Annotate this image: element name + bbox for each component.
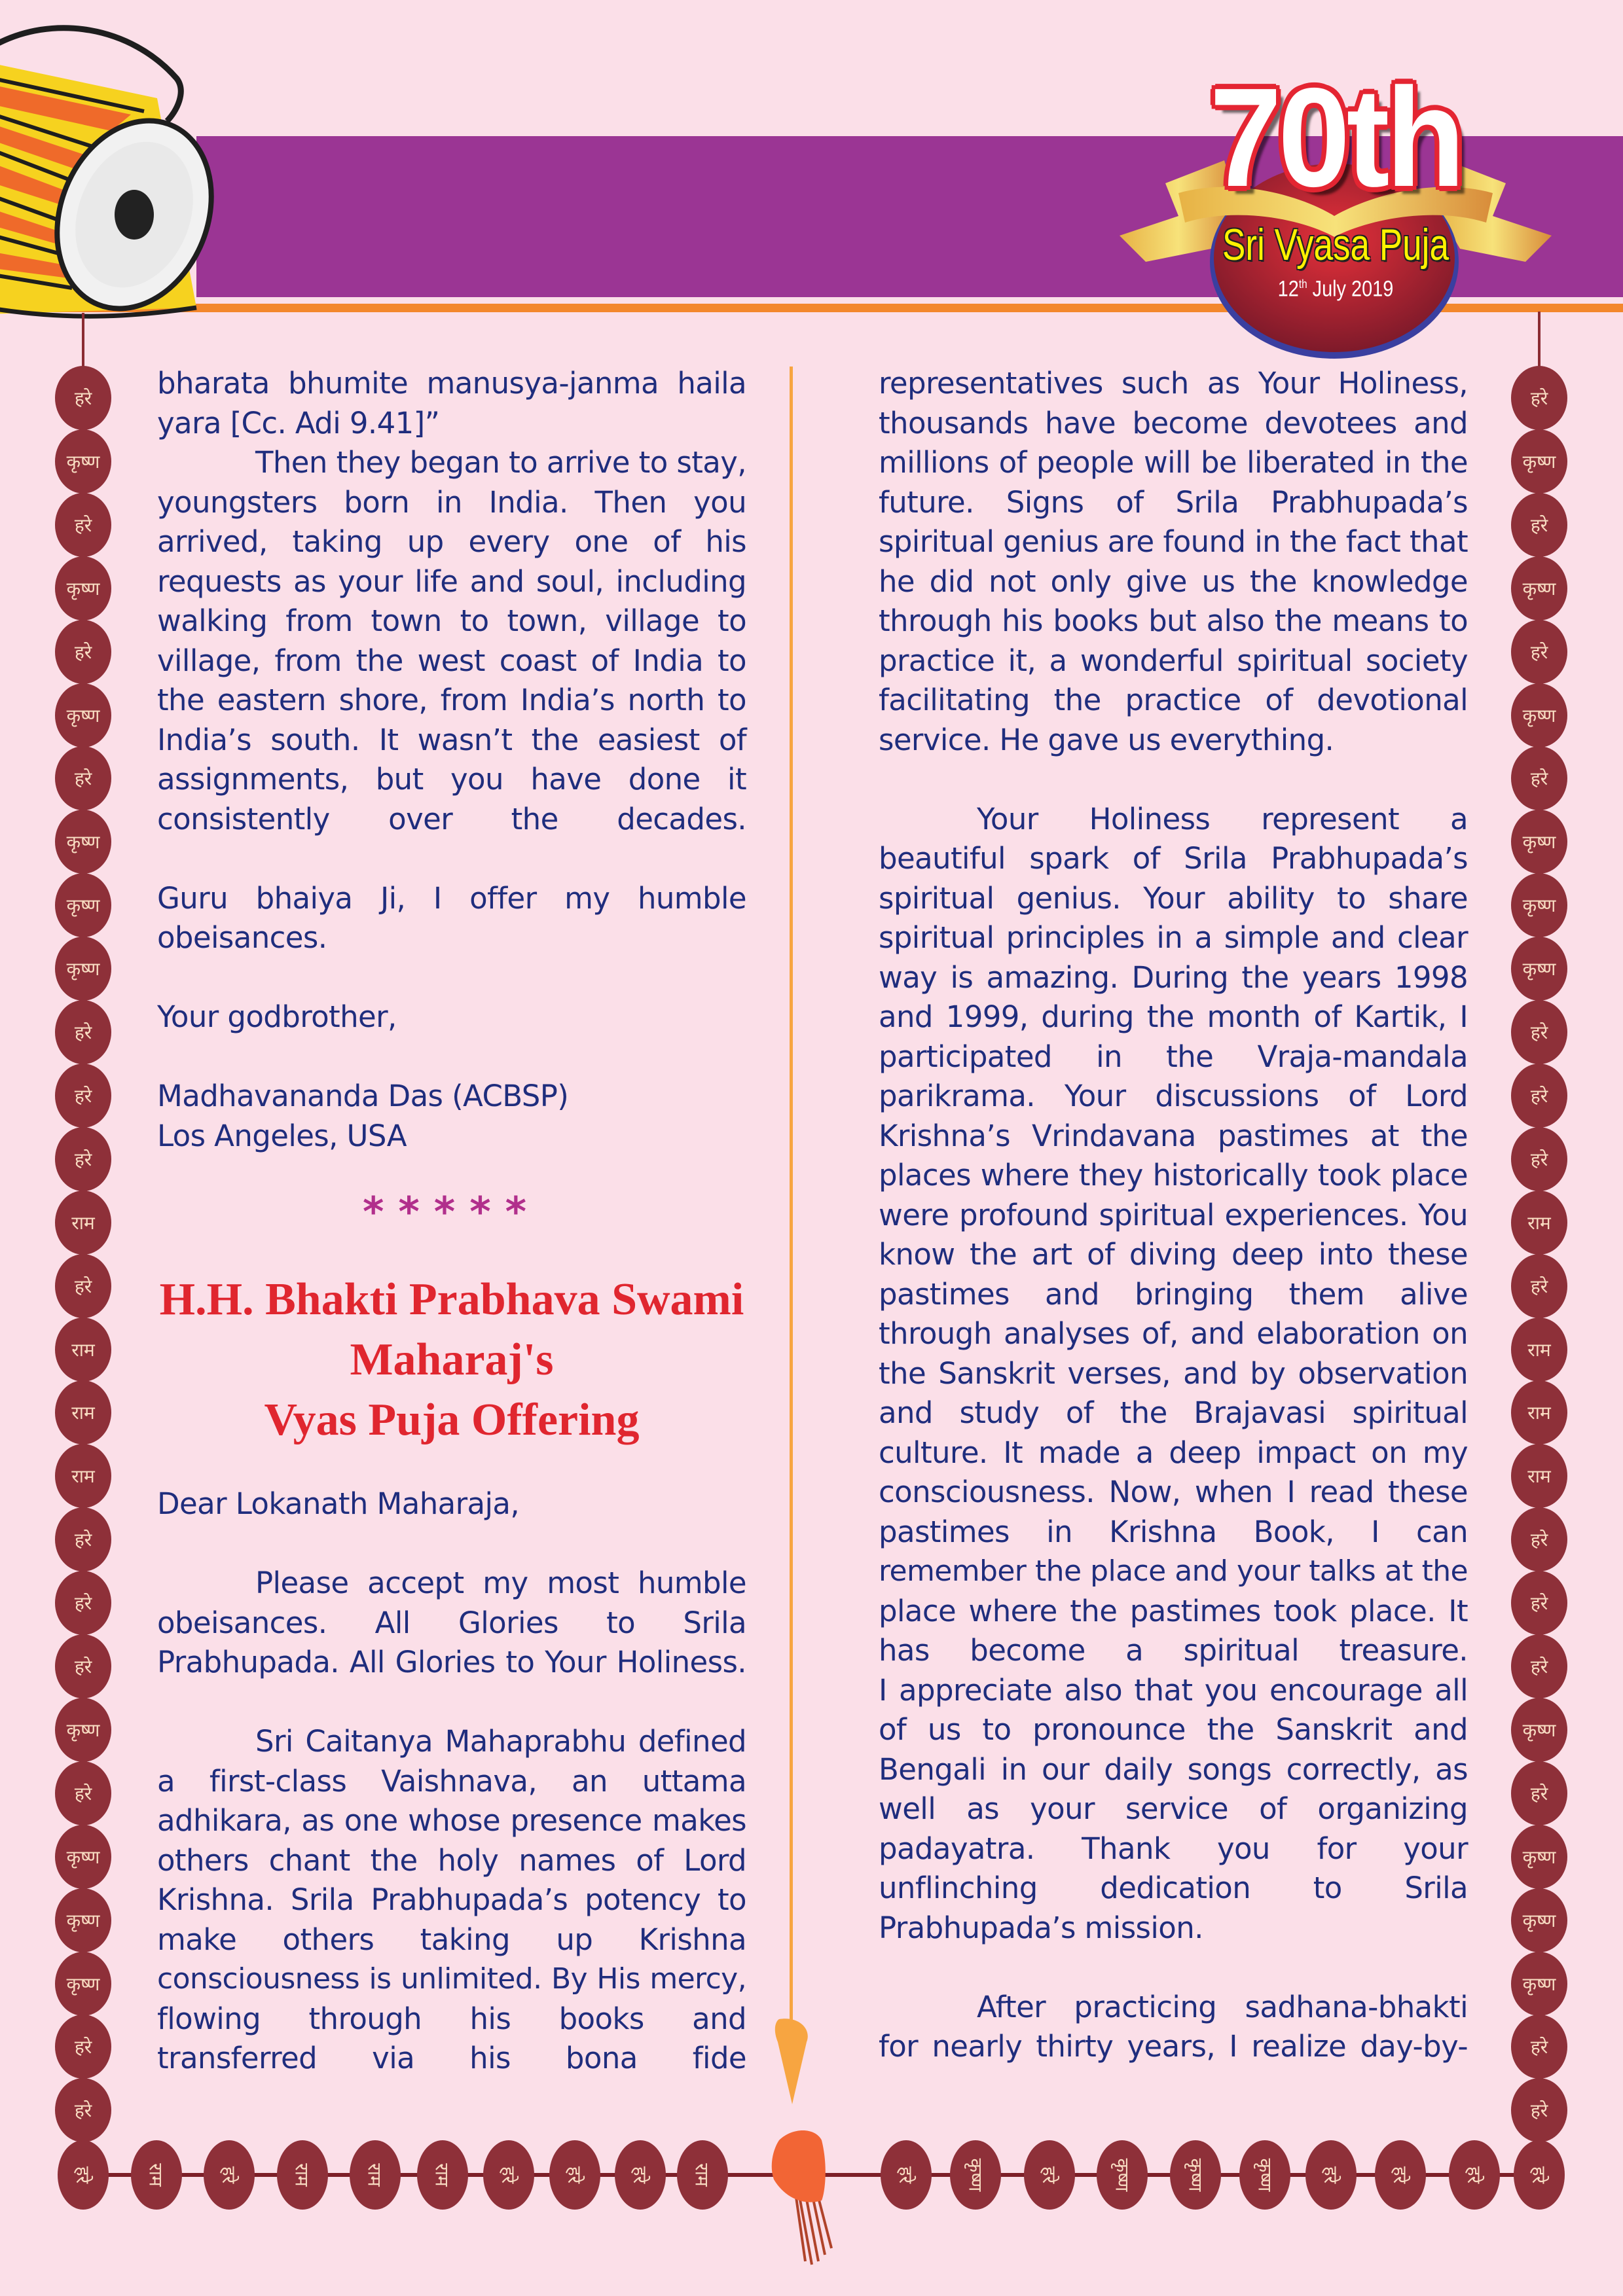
mala-bead (55, 1191, 111, 1255)
text-line: of us to pronounce the Sanskrit and (879, 1712, 1468, 1747)
mala-bead (1024, 2140, 1075, 2210)
mala-bead (55, 493, 111, 557)
text-line: walking from town to town, village to (157, 603, 746, 638)
bead-mantra-word: हरे (1527, 2166, 1550, 2184)
mala-bead (1511, 683, 1567, 747)
mridanga-drum-illustration (0, 0, 301, 327)
text-line: village, from the west coast of India to (157, 643, 746, 678)
bead-mantra-word: हरे (1530, 1022, 1548, 1043)
bead-mantra-word: राम (1527, 1211, 1551, 1234)
text-line: were profound spiritual experiences. You (879, 1197, 1468, 1232)
mala-bead (204, 2140, 255, 2210)
right-column-offering-body (879, 364, 1468, 2067)
text-line: Your Holiness represent a (977, 801, 1468, 836)
text-line: culture. It made a deep impact on my (879, 1435, 1468, 1470)
text-line: millions of people will be liberated in the (879, 445, 1468, 480)
mala-bead (1511, 810, 1567, 874)
bead-mantra-word: हरे (74, 387, 92, 409)
bead-mantra-word: राम (1527, 1338, 1551, 1361)
text-line: consciousness is unlimited. By His mercy, (157, 1962, 746, 1996)
mala-bead (55, 1698, 111, 1762)
text-line: he did not only give us the knowledge (879, 564, 1468, 599)
mala-bead (350, 2140, 401, 2210)
badge-date-suffix: th (1298, 278, 1307, 291)
text-line: the eastern shore, from India’s north to (157, 683, 746, 717)
text-line: pastimes and bringing them alive (879, 1276, 1468, 1312)
badge-date-day: 12 (1277, 276, 1299, 302)
badge-date (1141, 271, 1531, 302)
text-line: thousands have become devotees and (879, 405, 1468, 440)
mala-bead (55, 1571, 111, 1635)
bead-mantra-word: कृष्ण (1522, 831, 1556, 853)
text-line: a first-class Vaishnava, an uttama (157, 1763, 746, 1799)
blank-line (157, 1524, 746, 1564)
text-line: way is amazing. During the years 1998 (879, 960, 1468, 995)
text-line: Krishna. Srila Prabhupada’s potency to (157, 1882, 746, 1917)
bead-mantra-word: कृष्ण (66, 450, 100, 473)
bead-mantra-word: कृष्ण (66, 958, 100, 980)
divider-drop-ornament (773, 2016, 812, 2104)
mala-bead (677, 2140, 728, 2210)
mala-bead (1511, 1380, 1567, 1444)
blank-line (879, 1948, 1468, 1988)
text-line: Dear Lokanath Maharaja, (157, 1486, 520, 1521)
bead-mantra-word: कृष्ण (1522, 895, 1556, 917)
text-line: future. Signs of Srila Prabhupada’s (879, 484, 1468, 520)
text-line: through his books but also the means to (879, 603, 1468, 638)
mala-bead (55, 810, 111, 874)
bead-mantra-word: हरे (1530, 1529, 1548, 1551)
text-line: has become a spiritual treasure. (879, 1633, 1468, 1668)
mala-bead (55, 937, 111, 1001)
bead-mantra-word: राम (1527, 1465, 1551, 1488)
mala-bead (55, 746, 111, 810)
text-line: spiritual principles in a simple and clear (879, 920, 1468, 955)
left-column-offering-body (157, 1484, 746, 2079)
bead-mantra-word: राम (71, 1465, 95, 1488)
offering-title-line-1: H.H. Bhakti Prabhava Swami (159, 1274, 744, 1325)
blank-line (157, 1683, 746, 1723)
mala-bead (55, 873, 111, 937)
bead-mantra-word: हरे (1530, 2036, 1548, 2058)
bead-mantra-word: हरे (74, 641, 92, 663)
bead-mantra-word: हरे (74, 1529, 92, 1551)
left-column-letter-end (157, 364, 746, 1156)
text-line: India’s south. It wasn’t the easiest of (157, 722, 746, 757)
mala-bead (1239, 2140, 1290, 2210)
text-line: the Sanskrit verses, and by observation (879, 1355, 1468, 1391)
mala-bead (1375, 2140, 1426, 2210)
bead-mantra-word: हरे (1530, 514, 1548, 536)
text-line: Madhavananda Das (ACBSP) (157, 1079, 569, 1113)
text-line: facilitating the practice of devotional (879, 683, 1468, 717)
mala-bead (1511, 556, 1567, 620)
text-line: Then they began to arrive to stay, (255, 445, 746, 480)
text-line: others chant the holy names of Lord (157, 1842, 746, 1878)
bead-mantra-word: हरे (74, 1085, 92, 1107)
mala-bead (950, 2140, 1001, 2210)
mala-bead (483, 2140, 534, 2210)
mala-bead (55, 1888, 111, 1952)
text-line: and study of the Brajavasi spiritual (879, 1395, 1468, 1430)
offering-title-line-2: Maharaj's (350, 1335, 554, 1385)
mala-bead (1511, 1191, 1567, 1255)
text-line: place where the pastimes took place. It (879, 1593, 1468, 1628)
mala-bead (881, 2140, 932, 2210)
blank-line (157, 958, 746, 998)
bead-mantra-word: हरे (1038, 2166, 1060, 2184)
bead-mantra-word: कृष्ण (66, 831, 100, 853)
bead-mantra-word: राम (71, 1338, 95, 1361)
mala-bead (1305, 2140, 1357, 2210)
mala-bead (55, 683, 111, 747)
bead-mantra-word: कृष्ण (66, 704, 100, 726)
mala-bead (1511, 493, 1567, 557)
mala-bead (1511, 1254, 1567, 1318)
text-line: parikrama. Your discussions of Lord (879, 1079, 1468, 1113)
bead-mantra-word: हरे (74, 1592, 92, 1615)
text-line: consistently over the decades. (157, 801, 746, 836)
mala-bead (549, 2140, 600, 2210)
mala-bead (1449, 2140, 1500, 2210)
text-line: remember the place and your talks at the (879, 1554, 1468, 1588)
text-line: padayatra. Thank you for your (879, 1831, 1468, 1866)
bead-mantra-word: हरे (1530, 1656, 1548, 1677)
bead-mantra-word: कृष्ण (1522, 1846, 1556, 1868)
bead-mantra-word: कृष्ण (1522, 1719, 1556, 1741)
bead-mantra-word: हरे (1389, 2166, 1411, 2184)
mala-bead (277, 2140, 328, 2210)
bead-mantra-word: कृष्ण (66, 1719, 100, 1741)
text-line: service. He gave us everything. (879, 722, 1334, 757)
badge-title: Sri Vyasa Puja (1222, 220, 1449, 270)
mala-bead (55, 1825, 111, 1889)
bead-mantra-word: राम (431, 2163, 453, 2187)
mala-bead (1511, 620, 1567, 684)
bead-mantra-word: राम (71, 1211, 95, 1234)
bead-mantra-word: कृष्ण (1522, 1909, 1556, 1931)
bead-mantra-word: कृष्ण (66, 577, 100, 600)
mala-bead (55, 1064, 111, 1128)
bead-mantra-word: कृष्ण (1253, 2158, 1275, 2192)
bead-mantra-word: हरे (1530, 2100, 1548, 2122)
text-line: spiritual genius. Your ability to share (879, 880, 1468, 916)
bead-mantra-word: राम (291, 2163, 313, 2187)
text-line: obeisances. (157, 920, 327, 955)
mala-bead (1511, 1698, 1567, 1762)
mala-bead (55, 1444, 111, 1508)
bead-mantra-word: हरे (1463, 2166, 1485, 2184)
mala-bead (1170, 2140, 1221, 2210)
mala-bead (1511, 1825, 1567, 1889)
mala-bead (58, 2140, 109, 2210)
text-line: know the art of diving deep into these (879, 1237, 1468, 1272)
bead-mantra-word: कृष्ण (1110, 2158, 1133, 2192)
text-line: practice it, a wonderful spiritual society (879, 643, 1468, 678)
text-line: representatives such as Your Holiness, (879, 366, 1468, 401)
text-line: places where they historically took place (879, 1158, 1468, 1193)
text-line: I appreciate also that you encourage all (879, 1672, 1468, 1708)
bead-mantra-word: हरे (74, 1148, 92, 1170)
text-line: requests as your life and soul, including (157, 564, 746, 599)
mala-bead (131, 2140, 182, 2210)
bead-mantra-word: हरे (1530, 387, 1548, 409)
mala-bead (615, 2140, 666, 2210)
blank-line (157, 839, 746, 879)
bead-mantra-word: हरे (74, 1656, 92, 1677)
text-line: make others taking up Krishna (157, 1922, 746, 1957)
bead-mantra-word: हरे (74, 2100, 92, 2122)
bead-mantra-word: हरे (1319, 2166, 1341, 2184)
mala-bead (1511, 1318, 1567, 1382)
bead-mantra-word: कृष्ण (1522, 1973, 1556, 1995)
70th-vyasa-puja-badge (1106, 58, 1565, 367)
text-line: flowing through his books and (157, 2001, 746, 2036)
bead-mantra-word: हरे (497, 2166, 519, 2184)
mala-bead (1514, 2140, 1565, 2210)
mala-bead (55, 366, 111, 430)
mala-bead (55, 429, 111, 493)
mala-bead (1511, 1761, 1567, 1825)
text-line: arrived, taking up every one of his (157, 524, 746, 559)
text-line: participated in the Vraja-mandala (879, 1039, 1468, 1074)
bead-mantra-word: राम (363, 2163, 386, 2187)
text-line: youngsters born in India. Then you (157, 484, 746, 520)
text-line: well as your service of organizing (879, 1791, 1468, 1826)
text-line: Sri Caitanya Mahaprabhu defined (255, 1724, 746, 1759)
bead-mantra-word: कृष्ण (964, 2158, 986, 2192)
mala-bead (55, 1761, 111, 1825)
bead-mantra-word: हरे (71, 2166, 94, 2184)
mala-bead (417, 2140, 468, 2210)
offering-title-line-3: Vyas Puja Offering (264, 1395, 640, 1445)
bead-mantra-word: राम (71, 1402, 95, 1424)
text-line: transferred via his bona fide (157, 2041, 746, 2075)
text-line: assignments, but you have done it (157, 762, 746, 797)
bead-mantra-word: हरे (74, 1022, 92, 1043)
text-line: Bengali in our daily songs correctly, as (879, 1751, 1468, 1787)
badge-anniversary-number: 70th (1209, 58, 1462, 216)
mala-bead (1511, 366, 1567, 430)
bead-mantra-word: हरे (563, 2166, 585, 2184)
mala-bead (1511, 873, 1567, 937)
bead-mantra-word: कृष्ण (66, 895, 100, 917)
bead-mantra-word: कृष्ण (66, 1973, 100, 1995)
mala-bead (1097, 2140, 1148, 2210)
mala-bead (1511, 2015, 1567, 2079)
text-line: Prabhupada’s mission. (879, 1910, 1203, 1945)
blank-line (157, 1037, 746, 1077)
mala-bead (55, 620, 111, 684)
column-divider (790, 367, 793, 2022)
text-line: for nearly thirty years, I realize day-by- (879, 2029, 1468, 2064)
bead-mantra-word: हरे (894, 2166, 917, 2184)
bead-mantra-word: हरे (74, 1782, 92, 1804)
text-line: consciousness. Now, when I read these (879, 1475, 1468, 1509)
mala-bead (55, 1952, 111, 2016)
mala-bead (1511, 429, 1567, 493)
bead-mantra-word: कृष्ण (1522, 958, 1556, 980)
mala-bead (55, 2078, 111, 2142)
text-line: through analyses of, and elaboration on (879, 1316, 1468, 1351)
bead-mantra-word: हरे (1530, 768, 1548, 790)
mala-tassel-ornament (740, 2127, 871, 2268)
mala-bead (55, 1000, 111, 1064)
blank-line (879, 760, 1468, 800)
badge-date-month-year: July 2019 (1312, 276, 1394, 302)
mala-bead (55, 556, 111, 620)
mala-bead (1511, 1952, 1567, 2016)
bead-mantra-word: हरे (1530, 1782, 1548, 1804)
bead-mantra-word: हरे (1530, 1275, 1548, 1297)
text-line: spiritual genius are found in the fact that (879, 524, 1468, 559)
text-line: Los Angeles, USA (157, 1118, 407, 1153)
text-line: Your godbrother, (157, 999, 397, 1034)
mala-bead (55, 1634, 111, 1698)
bead-mantra-word: कृष्ण (1522, 450, 1556, 473)
text-line: Krishna’s Vrindavana pastimes at the (879, 1118, 1468, 1153)
mala-bead (55, 1507, 111, 1571)
bead-mantra-word: हरे (217, 2166, 240, 2184)
mala-bead (1511, 746, 1567, 810)
section-separator-stars: ***** (362, 1188, 541, 1236)
text-line: yara [Cc. Adi 9.41]” (157, 405, 440, 440)
bead-mantra-word: कृष्ण (1522, 577, 1556, 600)
text-line: adhikara, as one whose presence makes (157, 1803, 746, 1838)
text-line: After practicing sadhana-bhakti (977, 1989, 1468, 2024)
mala-bead (1511, 1634, 1567, 1698)
bead-mantra-word: कृष्ण (66, 1909, 100, 1931)
bead-mantra-word: राम (691, 2163, 713, 2187)
mala-bead (55, 2015, 111, 2079)
bead-mantra-word: हरे (74, 2036, 92, 2058)
bead-mantra-word: हरे (629, 2166, 651, 2184)
bead-mantra-word: कृष्ण (1522, 704, 1556, 726)
bead-mantra-word: हरे (74, 514, 92, 536)
text-line: obeisances. All Glories to Srila (157, 1605, 746, 1640)
text-line: unflinching dedication to Srila (879, 1871, 1468, 1905)
bead-mantra-word: हरे (1530, 1085, 1548, 1107)
mala-bead (1511, 1127, 1567, 1191)
bead-mantra-word: हरे (1530, 1148, 1548, 1170)
bead-mantra-word: राम (145, 2163, 167, 2187)
text-line: Guru bhaiya Ji, I offer my humble (157, 880, 746, 916)
mala-bead (1511, 1444, 1567, 1508)
mala-bead (1511, 1000, 1567, 1064)
text-line: pastimes in Krishna Book, I can (879, 1514, 1468, 1549)
text-line: and 1999, during the month of Kartik, I (879, 999, 1468, 1034)
bead-mantra-word: हरे (74, 768, 92, 790)
mala-bead (1511, 1571, 1567, 1635)
mala-bead (1511, 1064, 1567, 1128)
mala-bead (55, 1127, 111, 1191)
mala-bead (1511, 2078, 1567, 2142)
bead-mantra-word: कृष्ण (1184, 2158, 1206, 2192)
mala-bead (1511, 1507, 1567, 1571)
text-line: bharata bhumite manusya-janma haila (157, 366, 746, 401)
text-line: Please accept my most humble (255, 1566, 746, 1600)
bead-mantra-word: हरे (1530, 641, 1548, 663)
mala-bead (1511, 1888, 1567, 1952)
text-line: Prabhupada. All Glories to Your Holiness. (157, 1645, 746, 1679)
bead-mantra-word: कृष्ण (66, 1846, 100, 1868)
mala-bead (1511, 937, 1567, 1001)
text-line: beautiful spark of Srila Prabhupada’s (879, 841, 1468, 876)
bead-mantra-word: हरे (74, 1275, 92, 1297)
bead-mantra-word: राम (1527, 1402, 1551, 1424)
bead-mantra-word: हरे (1530, 1592, 1548, 1615)
